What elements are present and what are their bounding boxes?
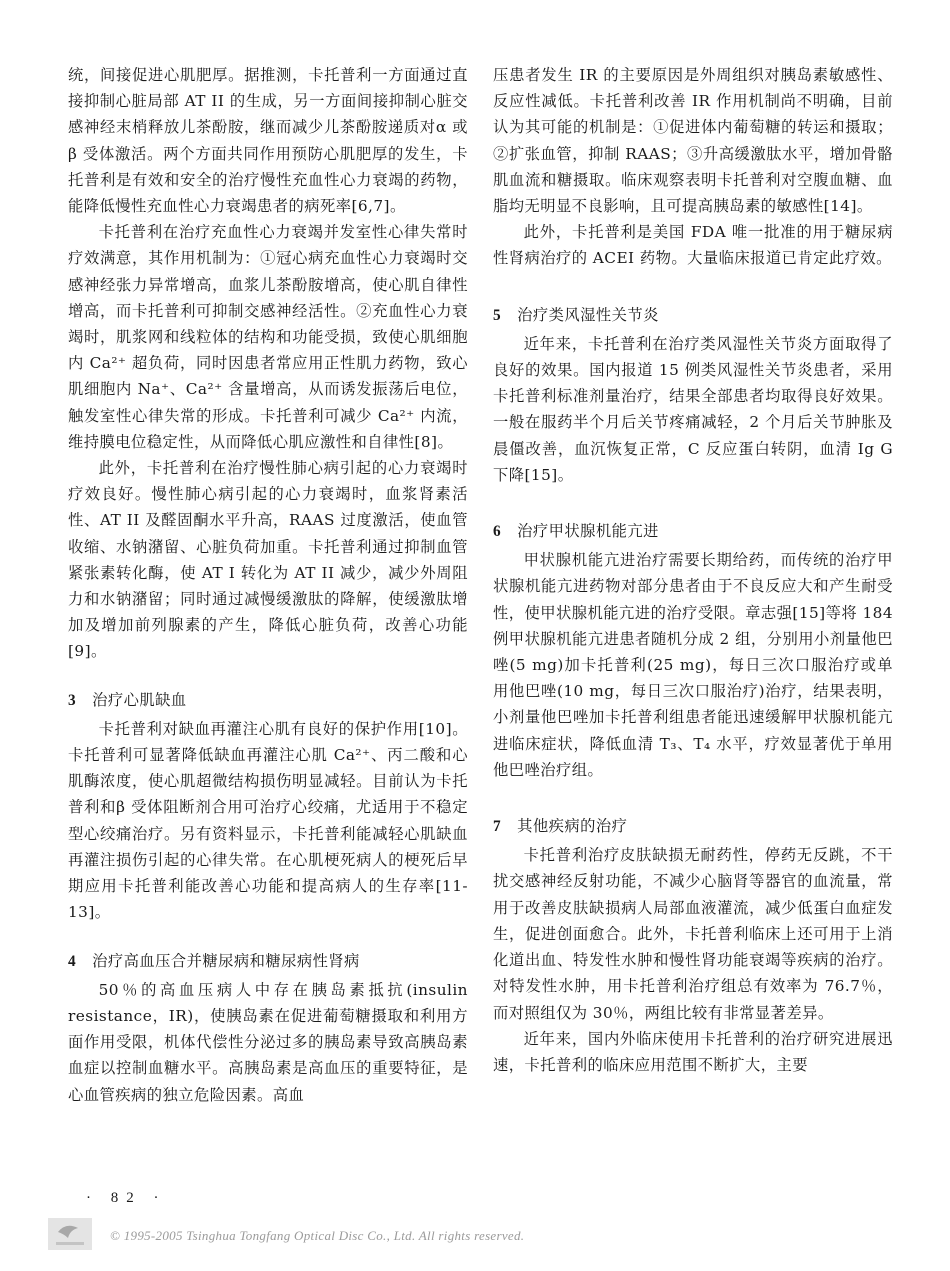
copyright-text: © 1995-2005 Tsinghua Tongfang Optical Disc Co., Ltd. All rights reserved. — [110, 1228, 525, 1243]
paragraph: 卡托普利治疗皮肤缺损无耐药性，停药无反跳，不干扰交感神经反射功能，不减少心脑肾等器官的血流量，常用于改善皮肤缺损病人局部血液灌流，减少低蛋白血症发生，促进创面愈合。此外，卡托普利临床上还可用于上消化道出血、特发性水肿和慢性肾功能衰竭等疾病的治疗。对特发性水肿，用卡托普利治疗组总有效率为 76.7％，而对照组仅为 30％，两组比较有非常显著差异。 — [493, 846, 893, 1022]
page-number: · 82 · — [86, 1190, 167, 1206]
section-heading-3: 3 治疗心肌缺血 — [68, 690, 187, 709]
paragraph: 甲状腺机能亢进治疗需要长期给药，而传统的治疗甲状腺机能亢进药物对部分患者由于不良反应大和产生耐受性，使甲状腺机能亢进的治疗受限。章志强[15]等将 184 例甲状腺机能亢进患者随机分成 2 组，分别用小剂量他巴唑(5 mg)加卡托普利(25 mg)，每日三次口服治疗或单用他巴唑(10 mg，每日三次口服治疗)治疗，结果表明，小剂量他巴唑加卡托普利组患者能迅速缓解甲状腺机能亢进临床症状，降低血清 T₃、T₄ 水平，疗效显著优于单用他巴唑治疗组。 — [493, 551, 893, 779]
section-heading-7: 7 其他疾病的治疗 — [493, 817, 628, 836]
paragraph: 此外，卡托普利是美国 FDA 唯一批准的用于糖尿病性肾病治疗的 ACEI 药物。大量临床报道已肯定此疗效。 — [493, 223, 893, 268]
paragraph: 此外，卡托普利在治疗慢性肺心病引起的心力衰竭时疗效良好。慢性肺心病引起的心力衰竭时，血浆肾素活性、AT II 及醛固酮水平升高，RAAS 过度激活，使血管收缩、水钠潴留、心脏负荷加重。卡托普利通过抑制血管紧张素转化酶，使 AT I 转化为 AT II 减少，减少外周阻力和水钠潴留；同时通过减慢缓激肽的降解，使缓激肽增加及增加前列腺素的产生，降低心脏负荷，改善心功能[9]。 — [68, 459, 468, 661]
right-column — [493, 62, 893, 1078]
paragraph: 压患者发生 IR 的主要原因是外周组织对胰岛素敏感性、反应性减低。卡托普利改善 IR 作用机制尚不明确，目前认为其可能的机制是：①促进体内葡萄糖的转运和摄取；②扩张血管，抑制 RAAS；③升高缓激肽水平，增加骨骼肌血流和糖摄取。临床观察表明卡托普利对空腹血糖、血脂均无明显不良影响，且可提高胰岛素的敏感性[14]。 — [493, 66, 893, 216]
section-heading-5: 5 治疗类风湿性关节炎 — [493, 305, 659, 324]
paragraph: 统，间接促进心肌肥厚。据推测，卡托普利一方面通过直接抑制心脏局部 AT II 的生成，另一方面间接抑制心脏交感神经末梢释放儿茶酚胺，继而减少儿茶酚胺递质对α 或β 受体激活。两个方面共同作用预防心肌肥厚的发生，卡托普利是有效和安全的治疗慢性充血性心力衰竭的药物，能降低慢性充血性心力衰竭患者的病死率[6,7]。 — [68, 66, 468, 216]
section-heading-4: 4 治疗高血压合并糖尿病和糖尿病性肾病 — [68, 951, 360, 970]
footer — [0, 1218, 950, 1254]
paragraph: 卡托普利对缺血再灌注心肌有良好的保护作用[10]。卡托普利可显著降低缺血再灌注心肌 Ca²⁺、丙二酸和心肌酶浓度，使心肌超微结构损伤明显减轻。目前认为卡托普利和β 受体阻断剂合用可治疗心绞痛，尤适用于不稳定型心绞痛治疗。另有资料显示，卡托普利能减轻心肌缺血再灌注损伤引起的心律失常。在心肌梗死病人的梗死后早期应用卡托普利能改善心功能和提高病人的生存率[11-13]。 — [68, 719, 468, 922]
paragraph: 卡托普利在治疗充血性心力衰竭并发室性心律失常时疗效满意，其作用机制为：①冠心病充血性心力衰竭时交感神经张力异常增高，血浆儿茶酚胺增高，使心肌自律性增高，而卡托普利可抑制交感神经活性。②充血性心力衰竭时，肌浆网和线粒体的结构和功能受损，致使心肌细胞内 Ca²⁺ 超负荷，同时因患者常应用正性肌力药物，致心肌细胞内 Na⁺、Ca²⁺ 含量增高，从而诱发振荡后电位，触发室性心律失常的形成。卡托普利可减少 Ca²⁺ 内流，维持膜电位稳定性，从而降低心肌应激性和自律性[8]。 — [68, 223, 468, 451]
paragraph: 近年来，卡托普利在治疗类风湿性关节炎方面取得了良好的效果。国内报道 15 例类风湿性关节炎患者，采用卡托普利标准剂量治疗，结果全部患者均取得良好效果。一般在服药半个月后关节疼痛减轻，2 个月后关节肿胀及晨僵改善，血沉恢复正常，C 反应蛋白转阴，血清 Ig G 下降[15]。 — [493, 334, 893, 484]
left-column — [68, 62, 468, 1108]
paragraph: 50％的高血压病人中存在胰岛素抵抗(insulin resistance，IR)，使胰岛素在促进葡萄糖摄取和利用方面作用受限，机体代偿性分泌过多的胰岛素导致高胰岛素血症以控制血糖水平。高胰岛素是高血压的重要特征，是心血管疾病的独立危险因素。高血 — [68, 980, 468, 1104]
section-heading-6: 6 治疗甲状腺机能亢进 — [493, 522, 659, 541]
cnki-logo-icon — [48, 1218, 92, 1250]
paragraph: 近年来，国内外临床使用卡托普利的治疗研究进展迅速，卡托普利的临床应用范围不断扩大，主要 — [493, 1029, 893, 1074]
